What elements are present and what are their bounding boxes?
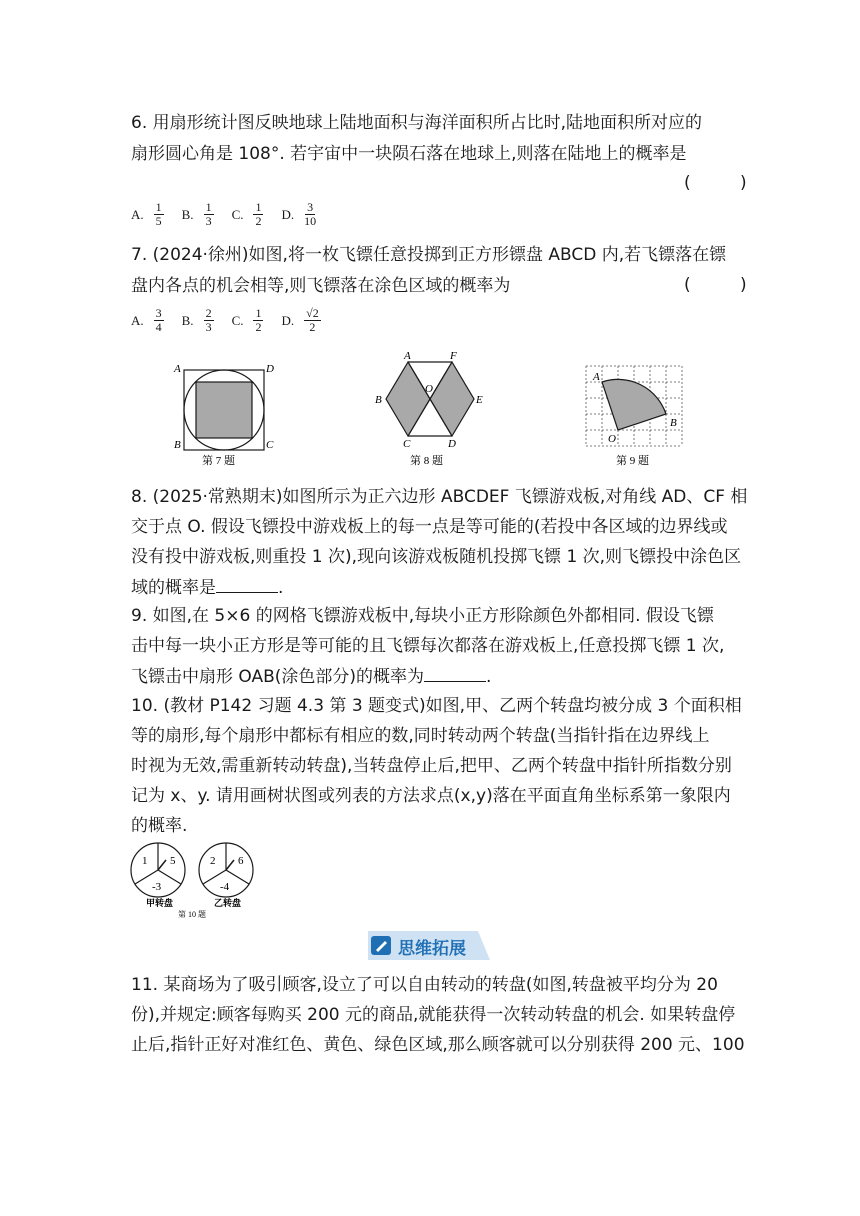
spinner-yi [199,843,253,908]
q8-answer-blank [216,576,278,593]
q7-line1: 7. (2024·徐州)如图,将一枚飞镖任意投掷到正方形镖盘 ABCD 内,若飞镖落在镖 [131,245,727,265]
fig9-label-b: B [670,417,677,429]
q6-line1: 6. 用扇形统计图反映地球上陆地面积与海洋面积所占比时,陆地面积所对应的 [131,113,703,133]
q7-option-b: B. $\frac{2}{3}$ [181,306,212,334]
q6-options [131,201,334,228]
figure-10 [128,838,258,920]
q10-line5: 的概率. [131,816,188,836]
fig7-label-b: B [174,439,181,451]
fig8-label-d: D [448,438,456,450]
fig8-label-c: C [403,438,411,450]
fig9-label-o: O [608,433,616,445]
q9-line3: 飞镖击中扇形 OAB(涂色部分)的概率为 . [131,667,492,687]
q9-line2: 击中每一块小正方形是等可能的且飞镖每次都落在游戏板上,任意投掷飞镖 1 次, [131,636,725,656]
q9-answer-blank [424,665,486,682]
figure-8 [370,348,490,470]
q8-line3: 没有投中游戏板,则重投 1 次),现向该游戏板随机投掷飞镖 1 次,则飞镖投中涂色区 [131,547,742,567]
fig8-label-o: O [425,383,433,395]
figure-7 [170,360,280,470]
q6-option-c: C. $\frac{1}{2}$ [231,200,262,228]
q6-option-b: B. $\frac{1}{3}$ [181,200,212,228]
fig8-label-b: B [375,394,382,406]
q8-line2: 交于点 O. 假设飞镖投中游戏板上的每一点是等可能的(若投中各区域的边界线或 [131,517,728,537]
section-banner [368,931,490,960]
q11-line1: 11. 某商场为了吸引顾客,设立了可以自由转动的转盘(如图,转盘被平均分为 20 [131,975,718,995]
spinner-jia-value-2: 5 [170,855,176,867]
q10-line3: 时视为无效,需重新转动转盘),当转盘停止后,把甲、乙两个转盘中指针所指数分别 [131,756,732,776]
spinner-yi-value-2: 6 [238,855,244,867]
q7-answer-paren: ( ) [684,275,769,295]
fig8-label-a: A [404,350,411,362]
spinner-jia-value-3: -3 [152,881,162,893]
fig10-caption: 第 10 题 [178,910,206,919]
fig7-label-a: A [174,363,181,375]
q11-line2: 份),并规定:顾客每购买 200 元的商品,就能获得一次转动转盘的机会. 如果转盘停 [131,1005,736,1025]
fig7-label-c: C [266,439,274,451]
spinner-jia [131,843,185,908]
fig7-label-d: D [266,363,274,375]
spinner-jia-name: 甲转盘 [146,898,174,908]
figure-9 [582,362,692,470]
q7-option-a: A. $\frac{3}{4}$ [131,306,162,334]
q10-line2: 等的扇形,每个扇形中都标有相应的数,同时转动两个转盘(当指针指在边界线上 [131,726,710,746]
q7-options [131,307,339,334]
q10-line1: 10. (教材 P142 习题 4.3 第 3 题变式)如图,甲、乙两个转盘均被分成 3 个面积相 [131,696,742,716]
q7-line2: 盘内各点的机会相等,则飞镖落在涂色区域的概率为 [131,276,511,296]
q10-line4: 记为 x、y. 请用画树状图或列表的方法求点(x,y)落在平面直角坐标系第一象限内 [131,786,731,806]
q7-option-d: D. $\frac{√2}{2}$ [281,306,319,334]
q6-line2: 扇形圆心角是 108°. 若宇宙中一块陨石落在地球上,则落在陆地上的概率是 [131,144,687,164]
spinner-jia-value-1: 1 [142,855,148,867]
spinner-yi-value-3: -4 [220,881,230,893]
q6-option-a: A. $\frac{1}{5}$ [131,200,162,228]
q8-line1: 8. (2025·常熟期末)如图所示为正六边形 ABCDEF 飞镖游戏板,对角线 AD、CF 相 [131,487,748,507]
q9-line1: 9. 如图,在 5×6 的网格飞镖游戏板中,每块小正方形除颜色外都相同. 假设飞镖 [131,606,714,626]
fig9-label-a: A [593,371,600,383]
q8-line4: 域的概率是 . [131,578,284,598]
q6-answer-paren: ( ) [684,173,769,193]
fig8-label-f: F [450,350,457,362]
fig9-caption: 第 9 题 [616,455,649,467]
fig8-label-e: E [476,394,483,406]
section-title: 思维拓展 [398,939,466,959]
spinner-yi-name: 乙转盘 [214,898,242,908]
q7-option-c: C. $\frac{1}{2}$ [231,306,262,334]
spinner-yi-value-1: 2 [210,855,216,867]
fig7-caption: 第 7 题 [202,455,235,467]
q11-line3: 止后,指针正好对准红色、黄色、绿色区域,那么顾客就可以分别获得 200 元、100 [131,1035,745,1055]
fig8-caption: 第 8 题 [410,455,443,467]
q6-option-d: D. $\frac{3}{10}$ [281,200,317,228]
